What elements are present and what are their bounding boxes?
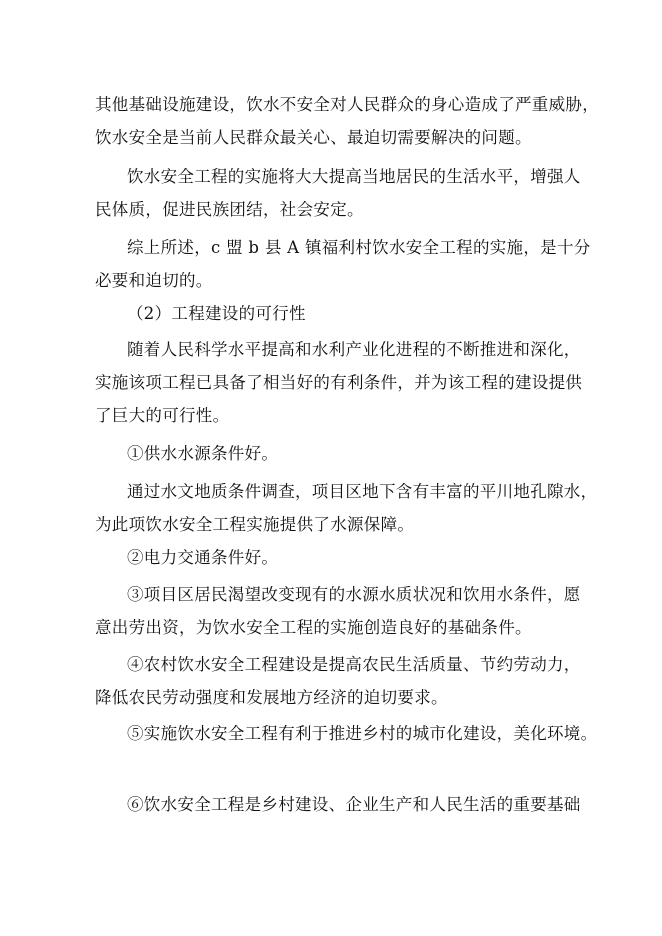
section-heading: （2）工程建设的可行性	[127, 304, 306, 323]
text-line-16: 意出劳出资，为饮水安全工程的实施创造良好的基础条件。	[95, 618, 532, 637]
list-item-2: ②电力交通条件好。	[127, 548, 279, 567]
list-item-6: ⑥饮水安全工程是乡村建设、企业生产和人民生活的重要基础	[127, 795, 581, 814]
text-line-6: 必要和迫切的。	[95, 271, 213, 290]
text-line-10: 了巨大的可行性。	[95, 406, 230, 425]
text-line-1: 其他基础设施建设，饮水不安全对人民群众的身心造成了严重威胁，	[95, 95, 599, 114]
text-line-9: 实施该项工程已具备了相当好的有利条件，并为该工程的建设提供	[95, 373, 583, 392]
list-item-5: ⑤实施饮水安全工程有利于推进乡村的城市化建设，美化环境。	[127, 724, 598, 743]
text-line-2: 饮水安全是当前人民群众最关心、最迫切需要解决的问题。	[95, 128, 532, 147]
text-line-12: 通过水文地质条件调查，项目区地下含有丰富的平川地孔隙水，	[127, 482, 598, 501]
list-item-1: ①供水水源条件好。	[127, 444, 279, 463]
text-line-3: 饮水安全工程的实施将大大提高当地居民的生活水平，增强人	[127, 167, 581, 186]
list-item-3: ③项目区居民渴望改变现有的水源水质状况和饮用水条件，愿	[127, 585, 581, 604]
list-item-4: ④农村饮水安全工程建设是提高农民生活质量、节约劳动力，	[127, 655, 581, 674]
text-line-8: 随着人民科学水平提高和水利产业化进程的不断推进和深化，	[127, 340, 581, 359]
text-line-18: 降低农民劳动强度和发展地方经济的迫切要求。	[95, 688, 448, 707]
text-line-4: 民体质，促进民族团结，社会安定。	[95, 200, 364, 219]
text-line-13: 为此项饮水安全工程实施提供了水源保障。	[95, 515, 415, 534]
text-line-5: 综上所述，c 盟 b 县 A 镇福利村饮水安全工程的实施，是十分	[127, 238, 591, 257]
